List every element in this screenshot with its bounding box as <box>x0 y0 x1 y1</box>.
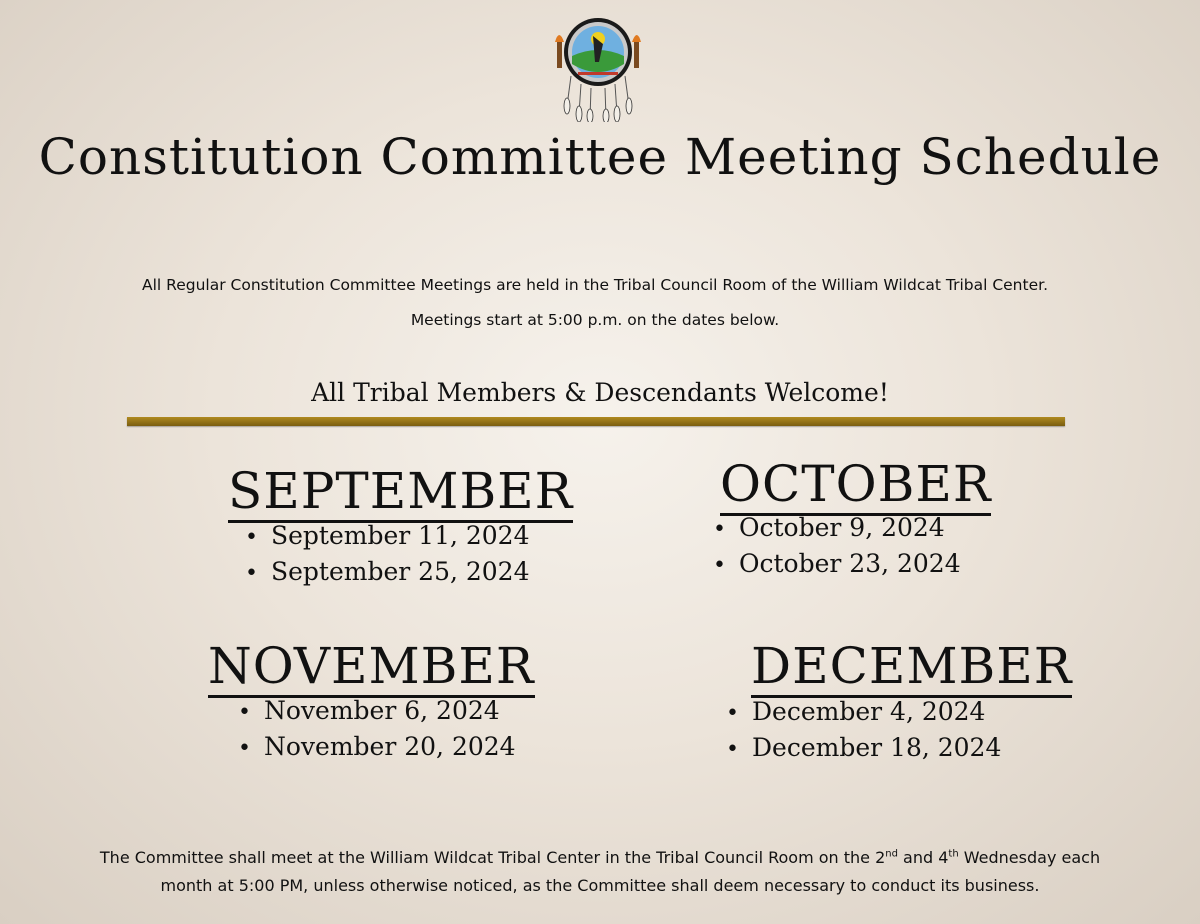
date-text: October 23, 2024 <box>739 549 961 578</box>
date-item <box>238 729 516 765</box>
bullet-icon: • <box>713 517 726 542</box>
december-dates <box>726 694 1001 766</box>
tribal-seal-logo <box>553 14 643 122</box>
date-item <box>713 510 961 546</box>
october-dates <box>713 510 961 582</box>
date-item <box>245 554 530 590</box>
date-text: September 11, 2024 <box>271 521 530 550</box>
bullet-icon: • <box>245 561 258 586</box>
bullet-icon: • <box>726 701 739 726</box>
bullet-icon: • <box>713 553 726 578</box>
november-dates <box>238 693 516 765</box>
date-text: November 20, 2024 <box>264 732 516 761</box>
bullet-icon: • <box>238 736 251 761</box>
month-november <box>208 637 535 698</box>
month-heading: NOVEMBER <box>208 641 535 698</box>
date-text: October 9, 2024 <box>739 513 945 542</box>
date-text: December 4, 2024 <box>752 697 986 726</box>
bullet-icon: • <box>726 737 739 762</box>
date-text: December 18, 2024 <box>752 733 1002 762</box>
gold-divider <box>127 417 1065 426</box>
month-heading: OCTOBER <box>720 459 991 516</box>
intro-line-1: All Regular Constitution Committee Meetings are held in the Tribal Council Room of the William Wildcat Tribal Center. <box>142 276 1048 294</box>
date-item <box>726 694 1001 730</box>
month-september <box>228 462 574 523</box>
page-title: Constitution Committee Meeting Schedule <box>38 128 1162 186</box>
date-item <box>245 518 530 554</box>
month-december <box>751 637 1073 698</box>
date-text: September 25, 2024 <box>271 557 530 586</box>
welcome-message: All Tribal Members & Descendants Welcome! <box>311 378 889 407</box>
september-dates <box>245 518 530 590</box>
bullet-icon: • <box>238 700 251 725</box>
month-october <box>720 455 992 516</box>
date-item <box>726 730 1001 766</box>
date-item <box>713 546 961 582</box>
month-heading: DECEMBER <box>751 641 1072 698</box>
bullet-icon: • <box>245 525 258 550</box>
month-heading: SEPTEMBER <box>228 466 573 523</box>
footer-line-2: month at 5:00 PM, unless otherwise noticed, as the Committee shall deem necessary to conduct its business. <box>160 876 1040 895</box>
intro-line-2: Meetings start at 5:00 p.m. on the dates below. <box>410 311 780 329</box>
date-text: November 6, 2024 <box>264 696 500 725</box>
date-item <box>238 693 516 729</box>
footer-line-1: The Committee shall meet at the William Wildcat Tribal Center in the Tribal Council Room on the 2nd and 4th Wednesday each <box>99 848 1101 867</box>
